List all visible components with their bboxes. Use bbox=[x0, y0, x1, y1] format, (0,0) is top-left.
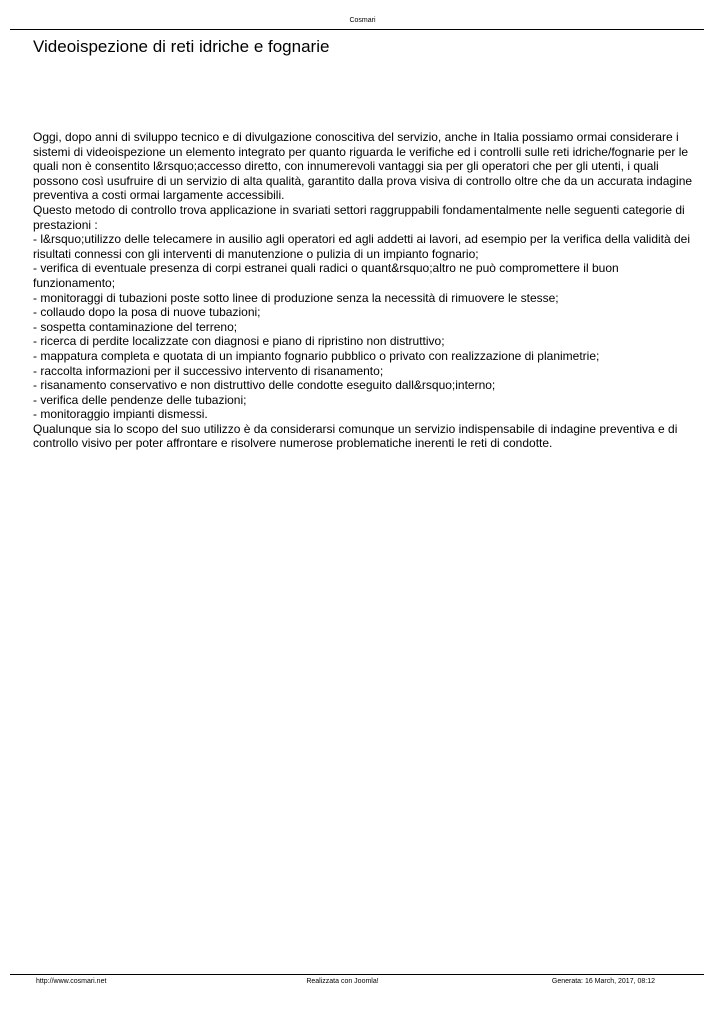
list-item: - monitoraggio impianti dismessi. bbox=[33, 407, 208, 422]
list-item: - collaudo dopo la posa di nuove tubazioni; bbox=[33, 305, 261, 320]
list-item: - raccolta informazioni per il successivo intervento di risanamento; bbox=[33, 363, 384, 378]
list-item: - ricerca di perdite localizzate con diagnosi e piano di ripristino non distruttivo; bbox=[33, 334, 445, 349]
list-item: - risanamento conservativo e non distruttivo delle condotte eseguito dall&rsquo;interno; bbox=[33, 378, 496, 393]
list-item: - mappatura completa e quotata di un impianto fognario pubblico o privato con realizzazione di planimetrie; bbox=[33, 348, 600, 363]
list-item: - l&rsquo;utilizzo delle telecamere in ausilio agli operatori ed agli addetti ai lavori, ad esempio per la verifica della validità dei risultati connessi con gli interventi di manutenzione o pulizia di un impianto fognario; bbox=[33, 232, 691, 261]
article-body bbox=[33, 130, 693, 451]
powered-by-text: Realizzata con Joomla! bbox=[306, 978, 379, 985]
conclusion-paragraph: Qualunque sia lo scopo del suo utilizzo è da considerarsi comunque un servizio indispensabile di indagine preventiva e di controllo visivo per poter affrontare e risolvere numerose problematiche inerenti le reti di condotte. bbox=[33, 421, 678, 451]
intro-paragraph: Oggi, dopo anni di sviluppo tecnico e di divulgazione conoscitiva del servizio, anche in Italia possiamo ormai considerare i sistemi di videoispezione un elemento integrato per quanto riguarda le verifiche ed i controlli sulle reti idriche/fognarie per le quali non è consentito l&rsquo;accesso diretto, con innumerevoli vantaggi sia per gli operatori che per gli utenti, i quali possono così usufruire di un servizio di alta qualità, garantito dalla prova visiva di controllo oltre che da un accurata indagine preventiva a costi ormai largamente accessibili. bbox=[33, 130, 693, 203]
list-item: - verifica di eventuale presenza di corpi estranei quali radici o quant&rsquo;altro ne può compromettere il buon funzionamento; bbox=[33, 261, 619, 290]
list-item: - sospetta contaminazione del terreno; bbox=[33, 319, 238, 334]
generated-timestamp: Generata: 16 March, 2017, 08:12 bbox=[551, 978, 655, 985]
site-header: Cosmari bbox=[349, 17, 376, 24]
site-footer bbox=[0, 977, 725, 987]
article-title: Videoispezione di reti idriche e fognarie bbox=[33, 37, 330, 56]
footer-divider bbox=[10, 974, 704, 975]
header-divider bbox=[10, 29, 704, 30]
method-intro-paragraph: Questo metodo di controllo trova applicazione in svariati settori raggruppabili fondamentalmente nelle seguenti categorie di prestazioni : bbox=[33, 202, 685, 232]
site-url-link[interactable]: http://www.cosmari.net bbox=[36, 978, 107, 985]
list-item: - verifica delle pendenze delle tubazioni; bbox=[33, 392, 247, 407]
list-item: - monitoraggi di tubazioni poste sotto linee di produzione senza la necessità di rimuovere le stesse; bbox=[33, 290, 559, 305]
